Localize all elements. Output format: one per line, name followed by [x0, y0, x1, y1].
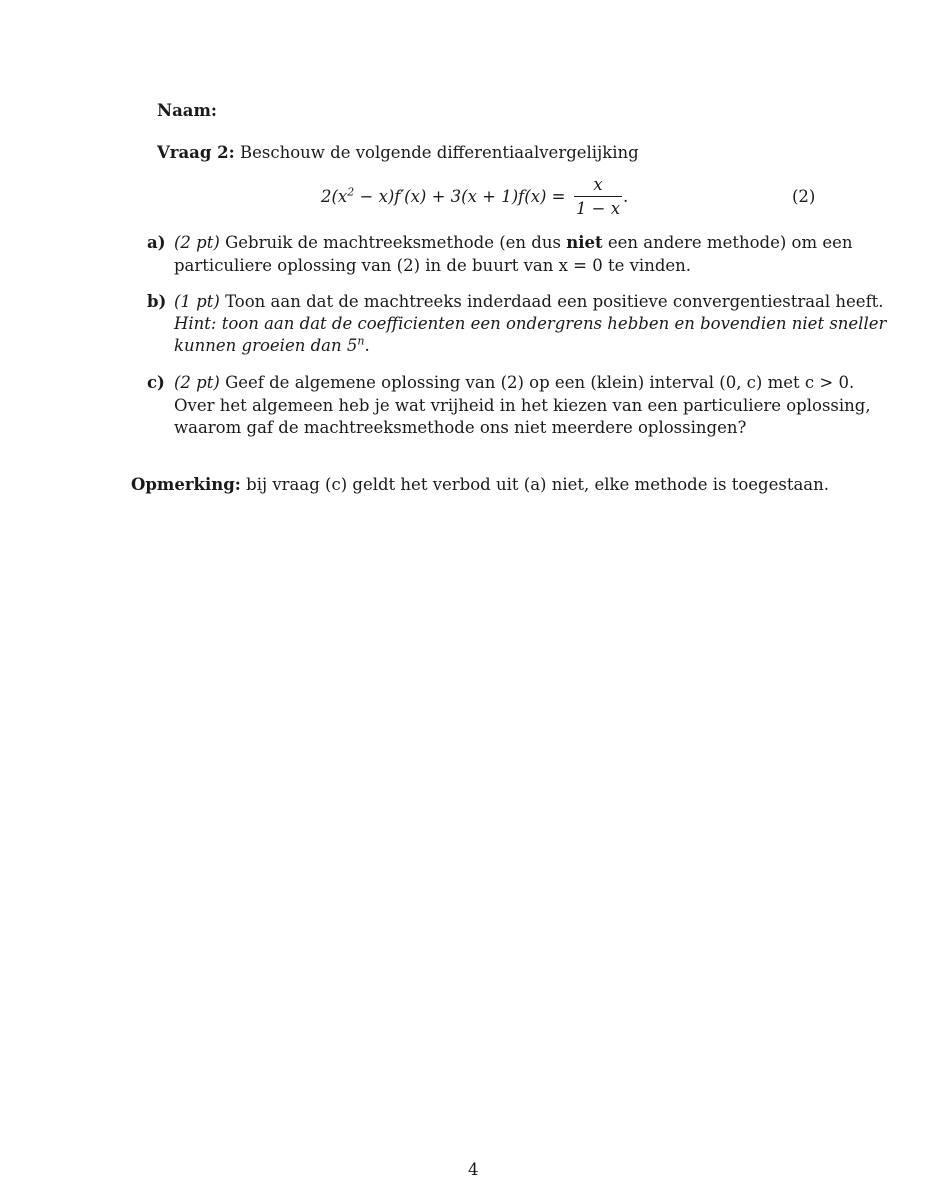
part-c-points: (2 pt)	[174, 373, 220, 392]
part-b-hint-line1: Hint: toon aan dat de coefficienten een ondergrens hebben en bovendien niet sneller	[174, 314, 887, 333]
question-label: Vraag 2:	[157, 143, 235, 162]
page-number: 4	[468, 1160, 479, 1179]
part-b-line1: (1 pt) Toon aan dat de machtreeks inderdaad een positieve convergentiestraal heeft.	[174, 292, 884, 311]
part-c-line2: Over het algemeen heb je wat vrijheid in het kiezen van een particuliere oplossing,	[174, 396, 871, 415]
part-c-line3: waarom gaf de machtreeksmethode ons niet meerdere oplossingen?	[174, 418, 747, 437]
part-a-points: (2 pt)	[174, 233, 220, 252]
equation-period: .	[623, 187, 629, 206]
part-a-line1: (2 pt) Gebruik de machtreeksmethode (en dus niet een andere methode) om een	[174, 233, 853, 252]
remark-label: Opmerking:	[131, 475, 241, 494]
part-a-line2: particuliere oplossing van (2) in de buurt van x = 0 te vinden.	[174, 256, 692, 275]
question-intro-text: Beschouw de volgende differentiaalvergelijking	[239, 143, 639, 162]
equation-lhs: $2(x^2 - x)f'(x) + 3(x + 1)f(x)$ =	[321, 185, 566, 206]
question-intro	[157, 143, 639, 162]
remark	[131, 475, 829, 494]
part-a-marker: a)	[147, 233, 166, 252]
part-b-points: (1 pt)	[174, 292, 220, 311]
fraction-denominator: 1 − x	[575, 199, 621, 218]
part-c-marker: c)	[147, 373, 165, 392]
remark-text: bij vraag (c) geldt het verbod uit (a) niet, elke methode is toegestaan.	[246, 475, 830, 494]
name-label: Naam:	[157, 101, 218, 120]
part-b-hint-line2: kunnen groeien dan 5$^n$.	[174, 334, 370, 355]
equation-number: (2)	[792, 187, 816, 206]
part-b-marker: b)	[147, 292, 167, 311]
part-c-line1: (2 pt) Geef de algemene oplossing van (2) op een (klein) interval (0, c) met c > 0.	[174, 373, 855, 392]
equation-fraction	[574, 175, 622, 218]
fraction-numerator: x	[574, 175, 622, 197]
